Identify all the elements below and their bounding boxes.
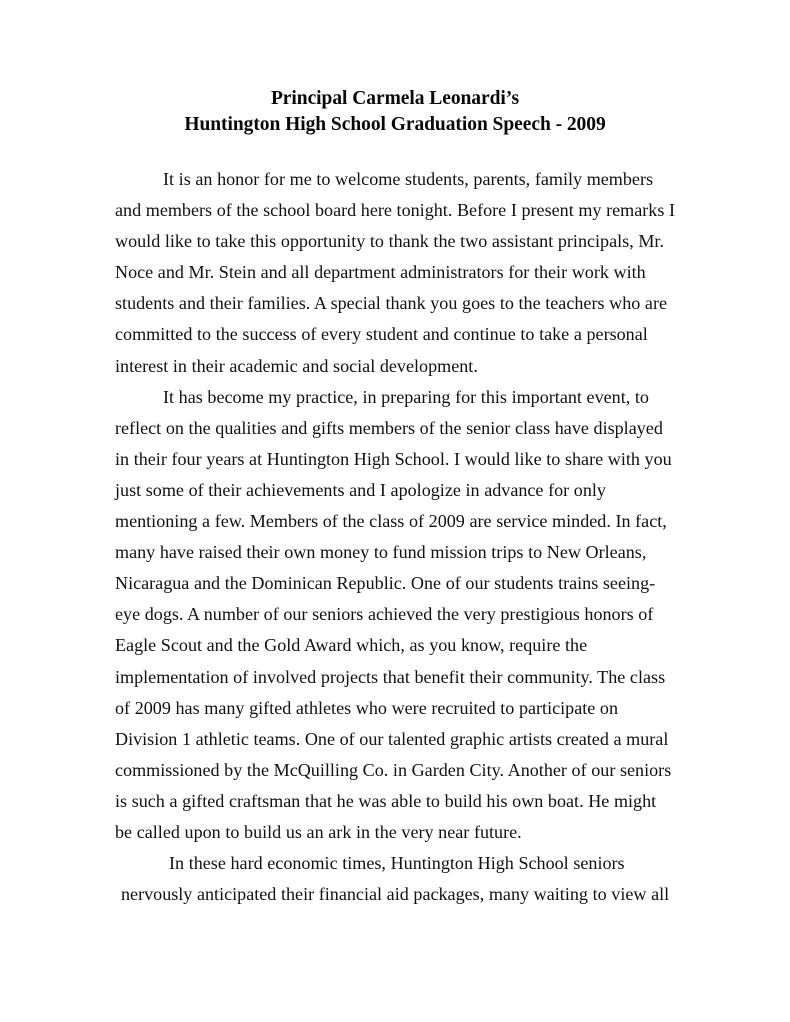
document-body [115, 164, 675, 910]
title-line-1: Principal Carmela Leonardi’s [270, 88, 520, 109]
title-line-2: Huntington High School Graduation Speech - 2009 [184, 114, 606, 135]
paragraph-3: In these hard economic times, Huntington High School seniors nervously anticipated their financial aid packages, many waiting to view all [121, 853, 670, 905]
paragraph-1: It is an honor for me to welcome students, parents, family members and members of the school board here tonight. Before I present my remarks I would like to take this opportunity to thank the two assistant principals, Mr. Noce and Mr. Stein and all department administrators for their work with students and their families. A special thank you goes to the teachers who are committed to the success of every student and continue to take a personal interest in their academic and social development. [115, 169, 676, 376]
paragraph-2: It has become my practice, in preparing for this important event, to reflect on the qualities and gifts members of the senior class have displayed in their four years at Huntington High School. I would like to share with you just some of their achievements and I apologize in advance for only mentioning a few. Members of the class of 2009 are service minded. In fact, many have raised their own money to fund mission trips to New Orleans, Nicaragua and the Dominican Republic. One of our students trains seeing-eye dogs. A number of our seniors achieved the very prestigious honors of Eagle Scout and the Gold Award which, as you know, require the implementation of involved projects that benefit their community. The class of 2009 has many gifted athletes who were recruited to participate on Division 1 athletic teams. One of our talented graphic artists created a mural commissioned by the McQuilling Co. in Garden City. Another of our seniors is such a gifted craftsman that he was able to build his own boat. He might be called upon to build us an ark in the very near future. [115, 386, 672, 842]
page-title [60, 86, 730, 138]
